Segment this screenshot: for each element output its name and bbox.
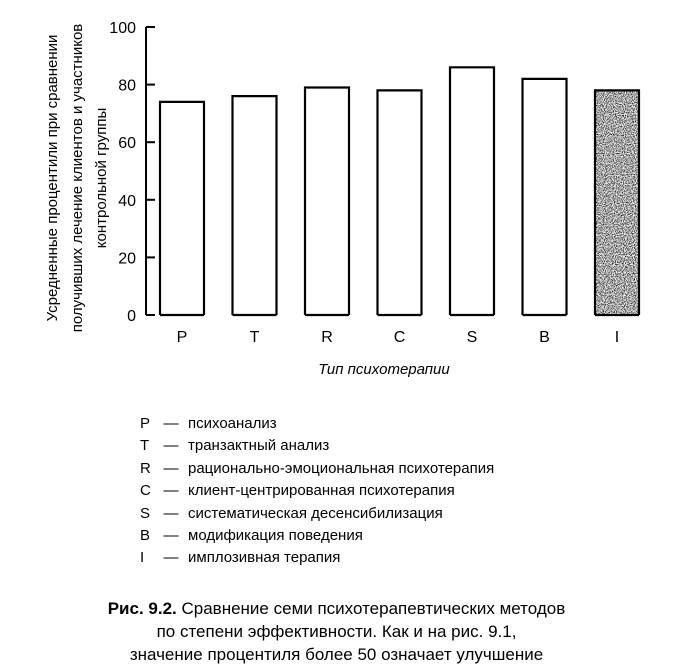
legend-text: модификация поведения bbox=[188, 527, 363, 545]
legend-text: имплозивная терапия bbox=[188, 549, 341, 567]
x-tick-label-I: I bbox=[614, 329, 620, 346]
legend-key: S bbox=[140, 504, 151, 522]
legend-key: T bbox=[140, 437, 150, 455]
y-axis-label-line-3: контрольной группы bbox=[93, 107, 110, 249]
legend-dash: — bbox=[163, 415, 179, 432]
caption-text: Сравнение семи психотерапевтических методов bbox=[176, 599, 566, 618]
bar-P-fill bbox=[160, 102, 204, 315]
caption-label: Рис. 9.2. bbox=[107, 599, 177, 618]
x-tick-label-P: P bbox=[176, 329, 188, 346]
bar-B bbox=[523, 79, 567, 315]
y-tick-label: 60 bbox=[118, 135, 136, 153]
legend-item bbox=[140, 458, 494, 480]
legend bbox=[140, 413, 494, 570]
legend-text: систематическая десенсибилизация bbox=[188, 504, 443, 522]
x-tick-label-C: C bbox=[393, 329, 406, 346]
bar-P bbox=[160, 102, 204, 315]
legend-key: I bbox=[140, 549, 145, 567]
bar-R bbox=[305, 87, 349, 315]
legend-dash: — bbox=[163, 527, 179, 545]
legend-item bbox=[140, 413, 494, 435]
legend-text: клиент-центрированная психотерапия bbox=[188, 482, 455, 500]
caption-line-1 bbox=[0, 597, 673, 620]
legend-dash: — bbox=[163, 504, 179, 522]
legend-key: P bbox=[140, 415, 151, 432]
legend-dash: — bbox=[163, 459, 179, 477]
legend-item bbox=[140, 503, 494, 525]
x-axis-label: Тип психотерапии bbox=[318, 361, 450, 378]
figure-caption bbox=[0, 597, 673, 666]
y-axis-label bbox=[44, 24, 110, 333]
bar-B-fill bbox=[523, 79, 567, 315]
x-tick-labels bbox=[177, 329, 620, 346]
bar-T-fill bbox=[233, 96, 277, 315]
bar-C-fill bbox=[378, 90, 422, 315]
bar-R-fill bbox=[305, 87, 349, 315]
x-tick-label-R: R bbox=[321, 329, 333, 346]
legend-text: транзактный анализ bbox=[188, 437, 330, 455]
caption-line-2: по степени эффективности. Как и на рис. 9.1, bbox=[156, 622, 517, 641]
legend-key: R bbox=[140, 459, 151, 477]
legend-item bbox=[140, 525, 494, 547]
y-tick-label: 40 bbox=[118, 192, 136, 210]
y-tick-label: 100 bbox=[109, 20, 136, 37]
legend-text: психоанализ bbox=[188, 415, 277, 432]
x-tick-label-T: T bbox=[249, 329, 260, 346]
y-tick-label: 80 bbox=[118, 77, 136, 95]
bar-S bbox=[450, 67, 494, 315]
y-axis-label-line-1: Усредненные процентили при сравнении bbox=[44, 34, 61, 322]
bar-I bbox=[595, 90, 639, 315]
legend-dash: — bbox=[163, 482, 179, 500]
bar-C bbox=[378, 90, 422, 315]
legend-dash: — bbox=[163, 437, 179, 455]
legend-key: C bbox=[140, 482, 151, 500]
legend-dash: — bbox=[163, 549, 179, 567]
bar-T bbox=[233, 96, 277, 315]
x-tick-label-B: B bbox=[539, 329, 550, 346]
y-axis-label-line-2: получивших лечение клиентов и участников bbox=[69, 23, 86, 333]
y-axis bbox=[109, 20, 155, 325]
legend-key: B bbox=[140, 527, 151, 545]
y-tick-label: 0 bbox=[127, 308, 136, 325]
bar-S-fill bbox=[450, 67, 494, 315]
legend-item bbox=[140, 435, 494, 457]
x-tick-label-S: S bbox=[466, 329, 478, 346]
bar-I-texture bbox=[595, 90, 639, 315]
legend-item bbox=[140, 480, 494, 502]
y-tick-label: 20 bbox=[118, 250, 136, 268]
caption-line-3: значение процентиля более 50 означает улучшение bbox=[129, 645, 544, 664]
bars bbox=[160, 67, 639, 315]
legend-item bbox=[140, 547, 494, 569]
legend-text: рационально-эмоциональная психотерапия bbox=[188, 459, 495, 477]
